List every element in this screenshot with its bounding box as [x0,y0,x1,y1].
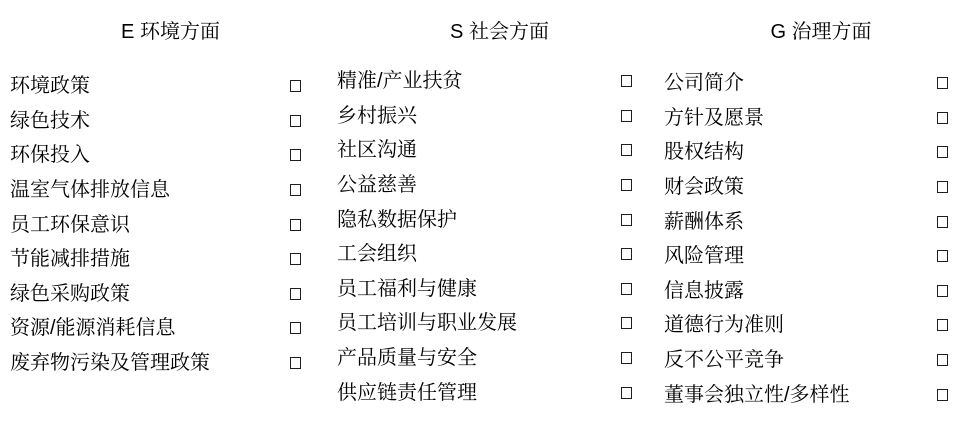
item-label: 精准/产业扶贫 [337,70,463,93]
item-checkbox[interactable] [937,250,948,262]
item-checkbox[interactable] [621,144,632,156]
checklist-row [10,173,301,208]
checklist-row [664,274,948,309]
checklist-row [664,135,948,170]
item-checkbox[interactable] [937,285,948,297]
item-label: 薪酬体系 [664,210,744,233]
item-label: 隐私数据保护 [337,208,457,231]
item-checkbox[interactable] [621,214,632,226]
item-checkbox[interactable] [290,80,301,92]
checklist-row [664,204,948,239]
checklist-row [337,237,632,272]
item-checkbox[interactable] [937,112,948,124]
column-social [337,0,632,442]
item-checkbox[interactable] [937,216,948,228]
item-label: 社区沟通 [337,139,417,162]
checklist-row [10,242,301,277]
checklist-row [337,306,632,341]
checklist-row [10,104,301,139]
item-label: 工会组织 [337,243,417,266]
item-label: 公益慈善 [337,174,417,197]
item-label: 员工福利与健康 [337,277,477,300]
checklist-row [10,346,301,381]
item-label: 温室气体排放信息 [10,179,170,202]
item-checkbox[interactable] [290,288,301,300]
item-label: 反不公平竞争 [664,349,784,372]
item-label: 资源/能源消耗信息 [10,317,176,340]
governance-item-list [664,66,948,412]
item-label: 风险管理 [664,245,744,268]
item-checkbox[interactable] [621,179,632,191]
column-header-social: S 社会方面 [450,21,549,43]
item-label: 员工环保意识 [10,213,130,236]
checklist-row [337,202,632,237]
item-checkbox[interactable] [621,110,632,122]
item-label: 节能减排措施 [10,248,130,271]
item-checkbox[interactable] [937,146,948,158]
item-label: 供应链责任管理 [337,381,477,404]
checklist-row [337,133,632,168]
checklist-row [10,311,301,346]
social-item-list [337,64,632,410]
item-checkbox[interactable] [621,352,632,364]
item-label: 道德行为准则 [664,314,784,337]
column-header-environment: E 环境方面 [121,21,220,43]
item-label: 环保投入 [10,144,90,167]
checklist-row [10,277,301,312]
checklist-row [664,101,948,136]
column-header-governance: G 治理方面 [770,21,872,43]
item-checkbox[interactable] [290,357,301,369]
item-label: 员工培训与职业发展 [337,312,517,335]
item-checkbox[interactable] [621,283,632,295]
item-checkbox[interactable] [937,319,948,331]
checklist-row [337,64,632,99]
item-label: 废弃物污染及管理政策 [10,352,210,375]
item-checkbox[interactable] [621,248,632,260]
item-checkbox[interactable] [621,387,632,399]
environment-item-list [10,69,301,380]
item-checkbox[interactable] [937,354,948,366]
checklist-row [337,341,632,376]
item-label: 股权结构 [664,141,744,164]
item-label: 信息披露 [664,279,744,302]
item-checkbox[interactable] [290,322,301,334]
item-label: 财会政策 [664,176,744,199]
checklist-row [664,343,948,378]
checklist-row [10,69,301,104]
item-checkbox[interactable] [621,317,632,329]
item-label: 绿色采购政策 [10,282,130,305]
item-checkbox[interactable] [290,184,301,196]
item-label: 产品质量与安全 [337,347,477,370]
item-label: 乡村振兴 [337,104,417,127]
checklist-row [337,99,632,134]
item-checkbox[interactable] [621,75,632,87]
item-label: 公司简介 [664,72,744,95]
item-checkbox[interactable] [937,181,948,193]
checklist-row [337,168,632,203]
item-checkbox[interactable] [290,219,301,231]
column-governance [664,0,948,442]
checklist-row [664,239,948,274]
checklist-row [664,66,948,101]
checklist-row [664,170,948,205]
item-label: 董事会独立性/多样性 [664,383,850,406]
checklist-row [664,377,948,412]
item-checkbox[interactable] [290,253,301,265]
checklist-row [337,272,632,307]
checklist-row [664,308,948,343]
checklist-row [10,207,301,242]
column-environment [10,0,301,442]
item-label: 绿色技术 [10,109,90,132]
item-label: 方针及愿景 [664,106,764,129]
item-label: 环境政策 [10,75,90,98]
item-checkbox[interactable] [290,149,301,161]
checklist-row [10,138,301,173]
item-checkbox[interactable] [290,115,301,127]
checklist-row [337,375,632,410]
item-checkbox[interactable] [937,389,948,401]
item-checkbox[interactable] [937,77,948,89]
